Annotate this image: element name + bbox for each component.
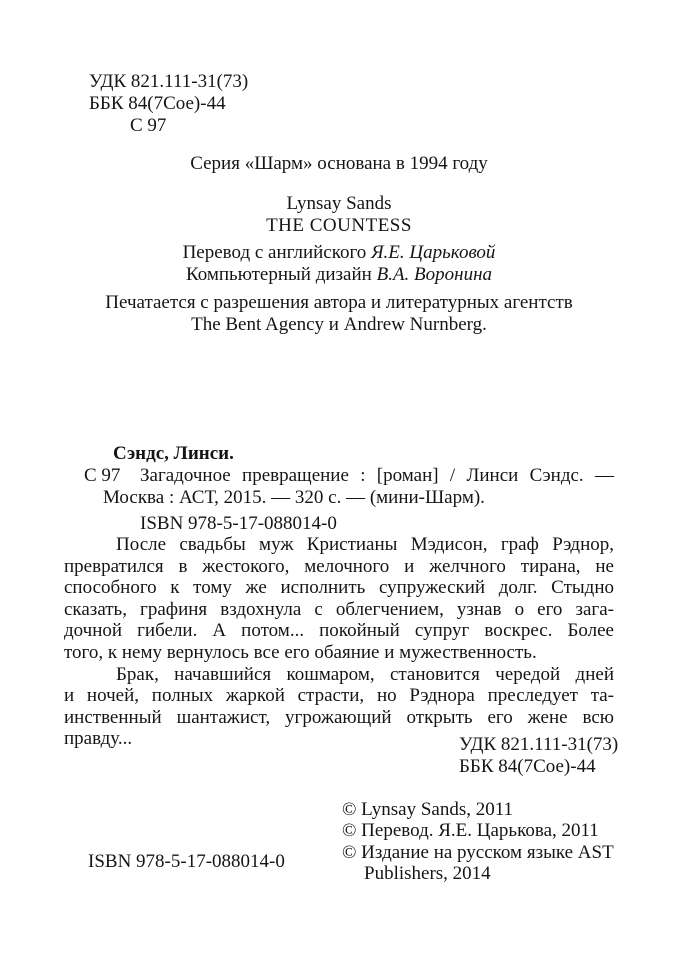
copyright-line: © Издание на русском языке AST (342, 841, 614, 863)
catalog-isbn: ISBN 978-5-17-088014-0 (140, 513, 337, 534)
annotation-line: способного к тому же исполнить супружеский долг. Стыдно (64, 577, 614, 599)
permission-line-1: Печатается с разрешения автора и литературных агентств (105, 292, 573, 313)
translation-prefix: Перевод с английского (182, 242, 372, 263)
copyright-line-continuation: Publishers, 2014 (364, 862, 491, 884)
annotation-line: правду... (64, 728, 133, 750)
annotation-line: сказать, графиня вздохнула с облегчением, узнав о его зага- (64, 598, 614, 620)
bibliographic-codes-top (64, 71, 614, 137)
catalog-entry-text: Загадочное превращение : [роман] / Линси Сэндс. — (140, 465, 614, 486)
author-sign-top: С 97 (130, 115, 167, 136)
annotation-line: того, к нему вернулось все его обаяние и мужественность. (64, 641, 537, 663)
catalog-entry-line-2: Москва : АСТ, 2015. — 320 с. — (мини-Шарм). (103, 487, 485, 508)
original-author: Lynsay Sands (286, 193, 392, 214)
copyright-line: © Lynsay Sands, 2011 (342, 799, 514, 820)
design-credit (64, 264, 614, 286)
bibliographic-codes-bottom (459, 734, 618, 777)
translation-credit (64, 242, 614, 264)
annotation-line: и ночей, полных жаркой страсти, но Рэднора преследует та- (64, 685, 614, 707)
udk-code-top: УДК 821.111-31(73) (89, 71, 249, 92)
catalog-author-sign: С 97 (84, 465, 121, 486)
design-prefix: Компьютерный дизайн (185, 264, 377, 285)
permission-line-2: The Bent Agency и Andrew Nurnberg. (191, 314, 487, 335)
designer-name: В.А. Воронина (376, 264, 493, 285)
copyright-line: © Перевод. Я.Е. Царькова, 2011 (342, 820, 599, 842)
annotation-line: превратился в жестокого, мелочного и желчного тирана, не (64, 555, 614, 577)
annotation-line: После свадьбы муж Кристианы Мэдисон, граф Рэднор, (116, 534, 614, 555)
original-edition (64, 193, 614, 237)
copyright-block (342, 799, 614, 884)
credits (64, 242, 614, 286)
bbk-code-bottom: ББК 84(7Сое)-44 (459, 755, 596, 777)
catalog-entry-line-1 (64, 465, 614, 487)
annotation-line: инственный шантажист, угрожающий открыть его жене всю (64, 706, 614, 728)
catalog-author-heading: Сэндс, Линси. (113, 443, 234, 464)
udk-code-bottom: УДК 821.111-31(73) (459, 734, 619, 755)
translator-name: Я.Е. Царьковой (371, 242, 496, 263)
annotation (64, 534, 614, 750)
catalog-card (64, 443, 614, 535)
bbk-code-top: ББК 84(7Сое)-44 (89, 93, 226, 114)
original-title: THE COUNTESS (266, 215, 412, 236)
permission-note (64, 292, 614, 336)
annotation-line: дочной гибели. А потом... покойный супруг воскрес. Более (64, 620, 614, 642)
isbn-bottom: ISBN 978-5-17-088014-0 (88, 851, 285, 872)
series-note: Серия «Шарм» основана в 1994 году (190, 153, 488, 174)
annotation-line: Брак, начавшийся кошмаром, становится чередой дней (116, 663, 614, 685)
